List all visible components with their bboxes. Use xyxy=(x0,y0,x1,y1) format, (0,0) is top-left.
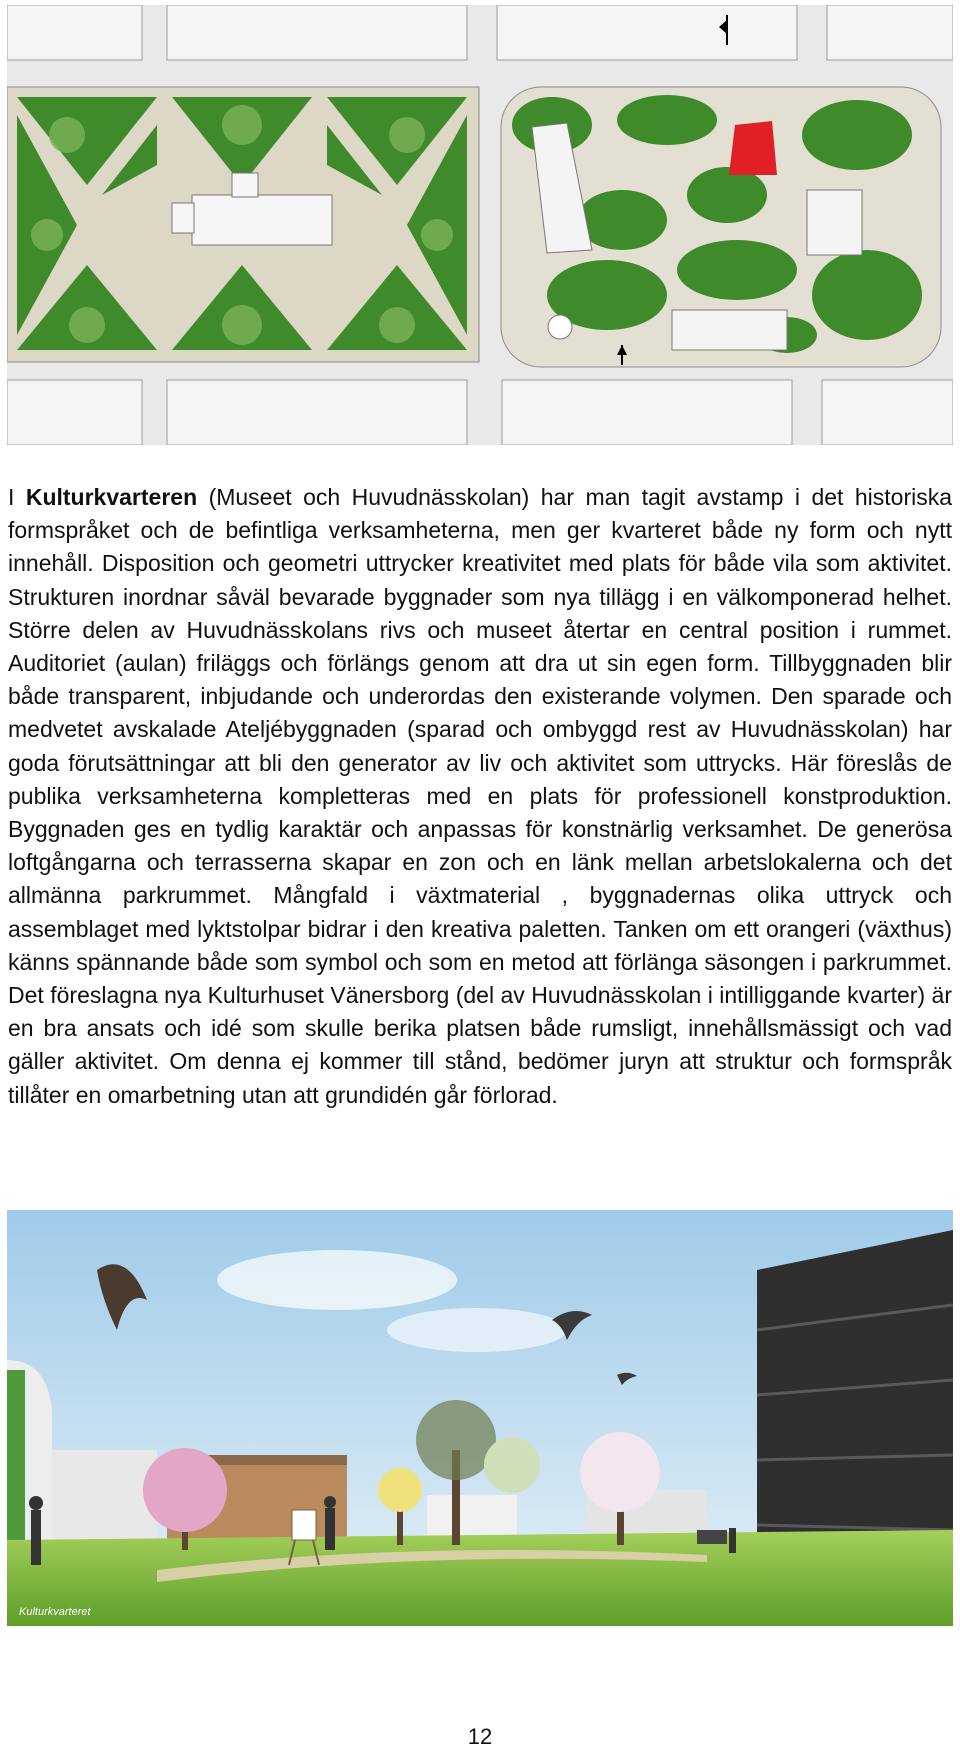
paragraph-text: (Museet och Huvudnässkolan) har man tagit avstamp i det historiska formspråket och de befintliga verksamheterna, men ger kvarteret både ny form och nytt innehåll. Disposition och geometri uttrycker kreativitet med plats för både vila som aktivitet. Strukturen inordnar såväl bevarade byggnader som nya tillägg i en välkomponerad helhet. Större delen av Huvudnässkolans rivs och museet återtar en central position i rummet. Auditoriet (aulan) friläggs och förlängs genom att dra ut sin egen form. Tillbyggnaden blir både transparent, inbjudande och underordas den existerande volymen. Den sparade och medvetet avskalade Ateljébyggnaden (sparad och ombyggd rest av Huvudnässkolan) har goda förutsättningar att bli den generator av liv och aktivitet som uttrycks. Här föreslås de publika verksamheterna kompletteras med en plats för professionell konstproduktion. Byggnaden ges en tydlig karaktär och anpassas för konstnärlig verksamhet. De generösa loftgångarna och terrasserna skapar en zon och en länk mellan arbetslokalerna och det allmänna parkrummet. Mångfald i växtmaterial , byggnadernas olika uttryck och assemblaget med lyktstolpar bidrar i den kreativa paletten. Tanken om ett orangeri (växthus) känns spännande både som symbol och som en metod att förlänga säsongen i parkrummet. Det föreslagna nya Kulturhuset Vänersborg (del av Huvudnässkolan i intilliggande kvarter) är en bra ansats och idé som skulle berika platsen både rumsligt, innehållsmässigt och vad gäller aktivitet. Om denna ej kommer till stånd, bedömer juryn att struktur och formspråk tillåter en omarbetning utan att grundidén går förlorad. xyxy=(8,484,953,1108)
site-plan-image xyxy=(7,5,953,445)
intro-word: I xyxy=(8,484,15,510)
bold-term: Kulturkvarteren xyxy=(25,484,198,510)
perspective-render-drawing xyxy=(7,1210,953,1626)
render-caption: Kulturkvarteret xyxy=(19,1606,91,1618)
body-paragraph xyxy=(8,481,952,1112)
page-number: 12 xyxy=(467,1724,493,1749)
site-plan-drawing xyxy=(7,5,953,445)
perspective-render-image xyxy=(7,1210,953,1626)
